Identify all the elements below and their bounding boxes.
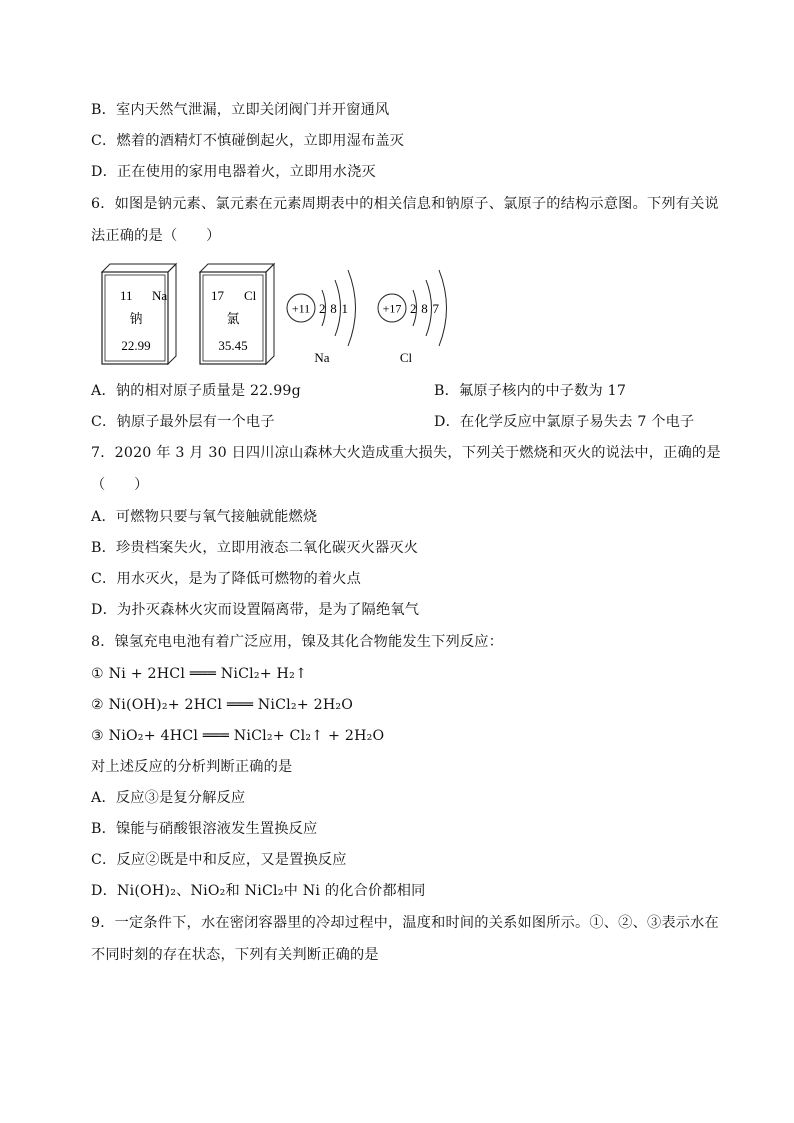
q5-option-c: C．燃着的酒精灯不慎碰倒起火，立即用湿布盖灭 [91,133,405,149]
q7-stem-line2: （ ） [91,477,149,493]
na-nucleus-charge: +11 [291,301,311,316]
q7-option-d: D．为扑灭森林火灾而设置隔离带，是为了隔绝氧气 [91,602,420,618]
na-element-card [102,264,176,364]
q9-stem-line1: 9．一定条件下，水在密闭容器里的冷却过程中，温度和时间的关系如图所示。①、②、③表示水在 [91,915,719,931]
q8-option-a: A．反应③是复分解反应 [91,790,246,806]
cl-name: 氯 [226,312,240,327]
q8-stem: 8．镍氢充电电池有着广泛应用，镍及其化合物能发生下列反应： [91,634,504,650]
q8-reaction-1: ① Ni + 2HCl ═══ NiCl₂+ H₂↑ [91,666,308,682]
q8-reaction-2: ② Ni(OH)₂+ 2HCl ═══ NiCl₂+ 2H₂O [91,697,354,713]
q8-option-d: D．Ni(OH)₂、NiO₂和 NiCl₂中 Ni 的化合价都相同 [91,883,426,899]
q6-options-row1 [91,381,627,401]
q7-option-a: A．可燃物只要与氧气接触就能燃烧 [91,509,318,525]
cl-atomic-mass: 35.45 [218,338,248,353]
q6-stem-line2: 法正确的是（ ） [91,228,221,244]
q7-option-b: B．珍贵档案失火，立即用液态二氧化碳灭火器灭火 [91,540,419,556]
cl-symbol: Cl [244,288,257,303]
na-name: 钠 [129,312,143,327]
q5-option-d: D．正在使用的家用电器着火，立即用水浇灭 [91,164,376,180]
q8-reaction-3: ③ NiO₂+ 4HCl ═══ NiCl₂+ Cl₂↑ + 2H₂O [91,728,385,744]
q8-analysis-prompt: 对上述反应的分析判断正确的是 [91,759,293,775]
cl-atomic-number: 17 [211,288,224,303]
na-symbol: Na [152,288,168,303]
q9-stem-line2: 不同时刻的存在状态，下列有关判断正确的是 [91,947,379,963]
cl-atom-label: Cl [399,350,413,365]
cl-electron-shells: 2 8 7 [410,301,439,316]
q7-stem-line1: 7．2020 年 3 月 30 日四川凉山森林大火造成重大损失，下列关于燃烧和灭火的说法中，正确的是 [91,445,721,461]
q7-option-c: C．用水灭火，是为了降低可燃物的着火点 [91,571,362,587]
na-atomic-number: 11 [120,288,133,303]
q6-figure [96,260,456,370]
q5-option-b: B．室内天然气泄漏，立即关闭阀门并开窗通风 [91,102,390,118]
q6-stem-line1: 6．如图是钠元素、氯元素在元素周期表中的相关信息和钠原子、氯原子的结构示意图。下列有关说 [91,196,719,212]
cl-nucleus-charge: +17 [382,301,402,316]
na-atomic-mass: 22.99 [121,338,151,353]
q6-options-row2 [91,412,695,432]
q6-option-c: C．钠原子最外层有一个电子 [91,414,275,430]
q6-option-a: A．钠的相对原子质量是 22.99g [91,383,301,399]
cl-atom-diagram [378,270,447,365]
q6-option-b: B．氟原子核内的中子数为 17 [434,383,627,399]
q6-option-d: D．在化学反应中氯原子易失去 7 个电子 [434,414,695,430]
na-electron-shells: 2 8 1 [319,301,348,316]
na-atom-diagram [287,270,356,365]
cl-element-card [200,264,274,364]
na-atom-label: Na [314,350,330,365]
q8-option-b: B．镍能与硝酸银溶液发生置换反应 [91,821,318,837]
q8-option-c: C．反应②既是中和反应，又是置换反应 [91,852,347,868]
